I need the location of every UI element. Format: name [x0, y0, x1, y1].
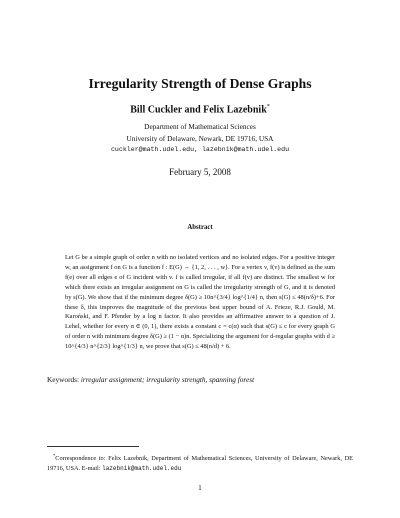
footnote-divider [47, 446, 139, 447]
footnote-mark: * [53, 453, 56, 458]
abstract-heading: Abstract [187, 224, 213, 231]
footnote-email: lazebnik@math.udel.edu [102, 464, 182, 472]
author-emails: cuckler@math.udel.edu, lazebnik@math.udel.edu [110, 146, 290, 153]
abstract-text: Let G be a simple graph of order n with no isolated vertices and no isolated edges. For a positive integer w, an assignment f on G is a function f : E(G) → {1, 2, . . . , w}. For a vertex v, f(v) is defined as the sum f(e) over all edges e of G incident with v. f is called irregular, if all f(v) are distinct. The smallest w for which there exists an irregular assignment on G is called the irregularity strength of G, and it is denoted by s(G). We show that if the minimum degree δ(G) ≥ 10n^{3/4} log^{1/4} n, then s(G) ≤ 48(n/δ)+6. For these δ, this improves the magnitude of the previous best upper bound of A. Frieze, R.J. Gould, M. Karoński, and F. Pfender by a log n factor. It also provides an affirmative answer to a question of J. Lehel, whether for every α ∈ (0, 1), there exists a constant c = c(α) such that s(G) ≤ c for every graph G of order n with minimum degree δ(G) ≥ (1 − α)n. Specializing the argument for d-regular graphs with d ≥ 10^{4/3} n^{2/3} log^{1/3} n, we prove that s(G) ≤ 48(n/d) + 6. [65, 254, 335, 351]
paper-date: February 5, 2008 [169, 167, 231, 177]
footnote-text: Correspondence to: Felix Lazebnik, Department of Mathematical Sciences, University of Delaware, Newark, DE 19716, USA. E-mail: [47, 455, 353, 472]
keywords-label: Keywords: [47, 375, 80, 384]
keywords-line [47, 375, 254, 384]
keywords-list: irregular assignment; irregularity strength, spanning forest [80, 375, 255, 384]
abstract-body [65, 253, 335, 352]
paper-title: Irregularity Strength of Dense Graphs [88, 76, 312, 91]
affiliation-department: Department of Mathematical Sciences [144, 122, 256, 131]
authors-line [0, 104, 400, 115]
author-footnote-mark: * [266, 104, 270, 110]
page-number: 1 [198, 483, 202, 492]
author-names: Bill Cuckler and Felix Lazebnik [130, 104, 267, 116]
footnote [47, 451, 353, 473]
affiliation-university: University of Delaware, Newark, DE 19716, USA [126, 134, 274, 143]
